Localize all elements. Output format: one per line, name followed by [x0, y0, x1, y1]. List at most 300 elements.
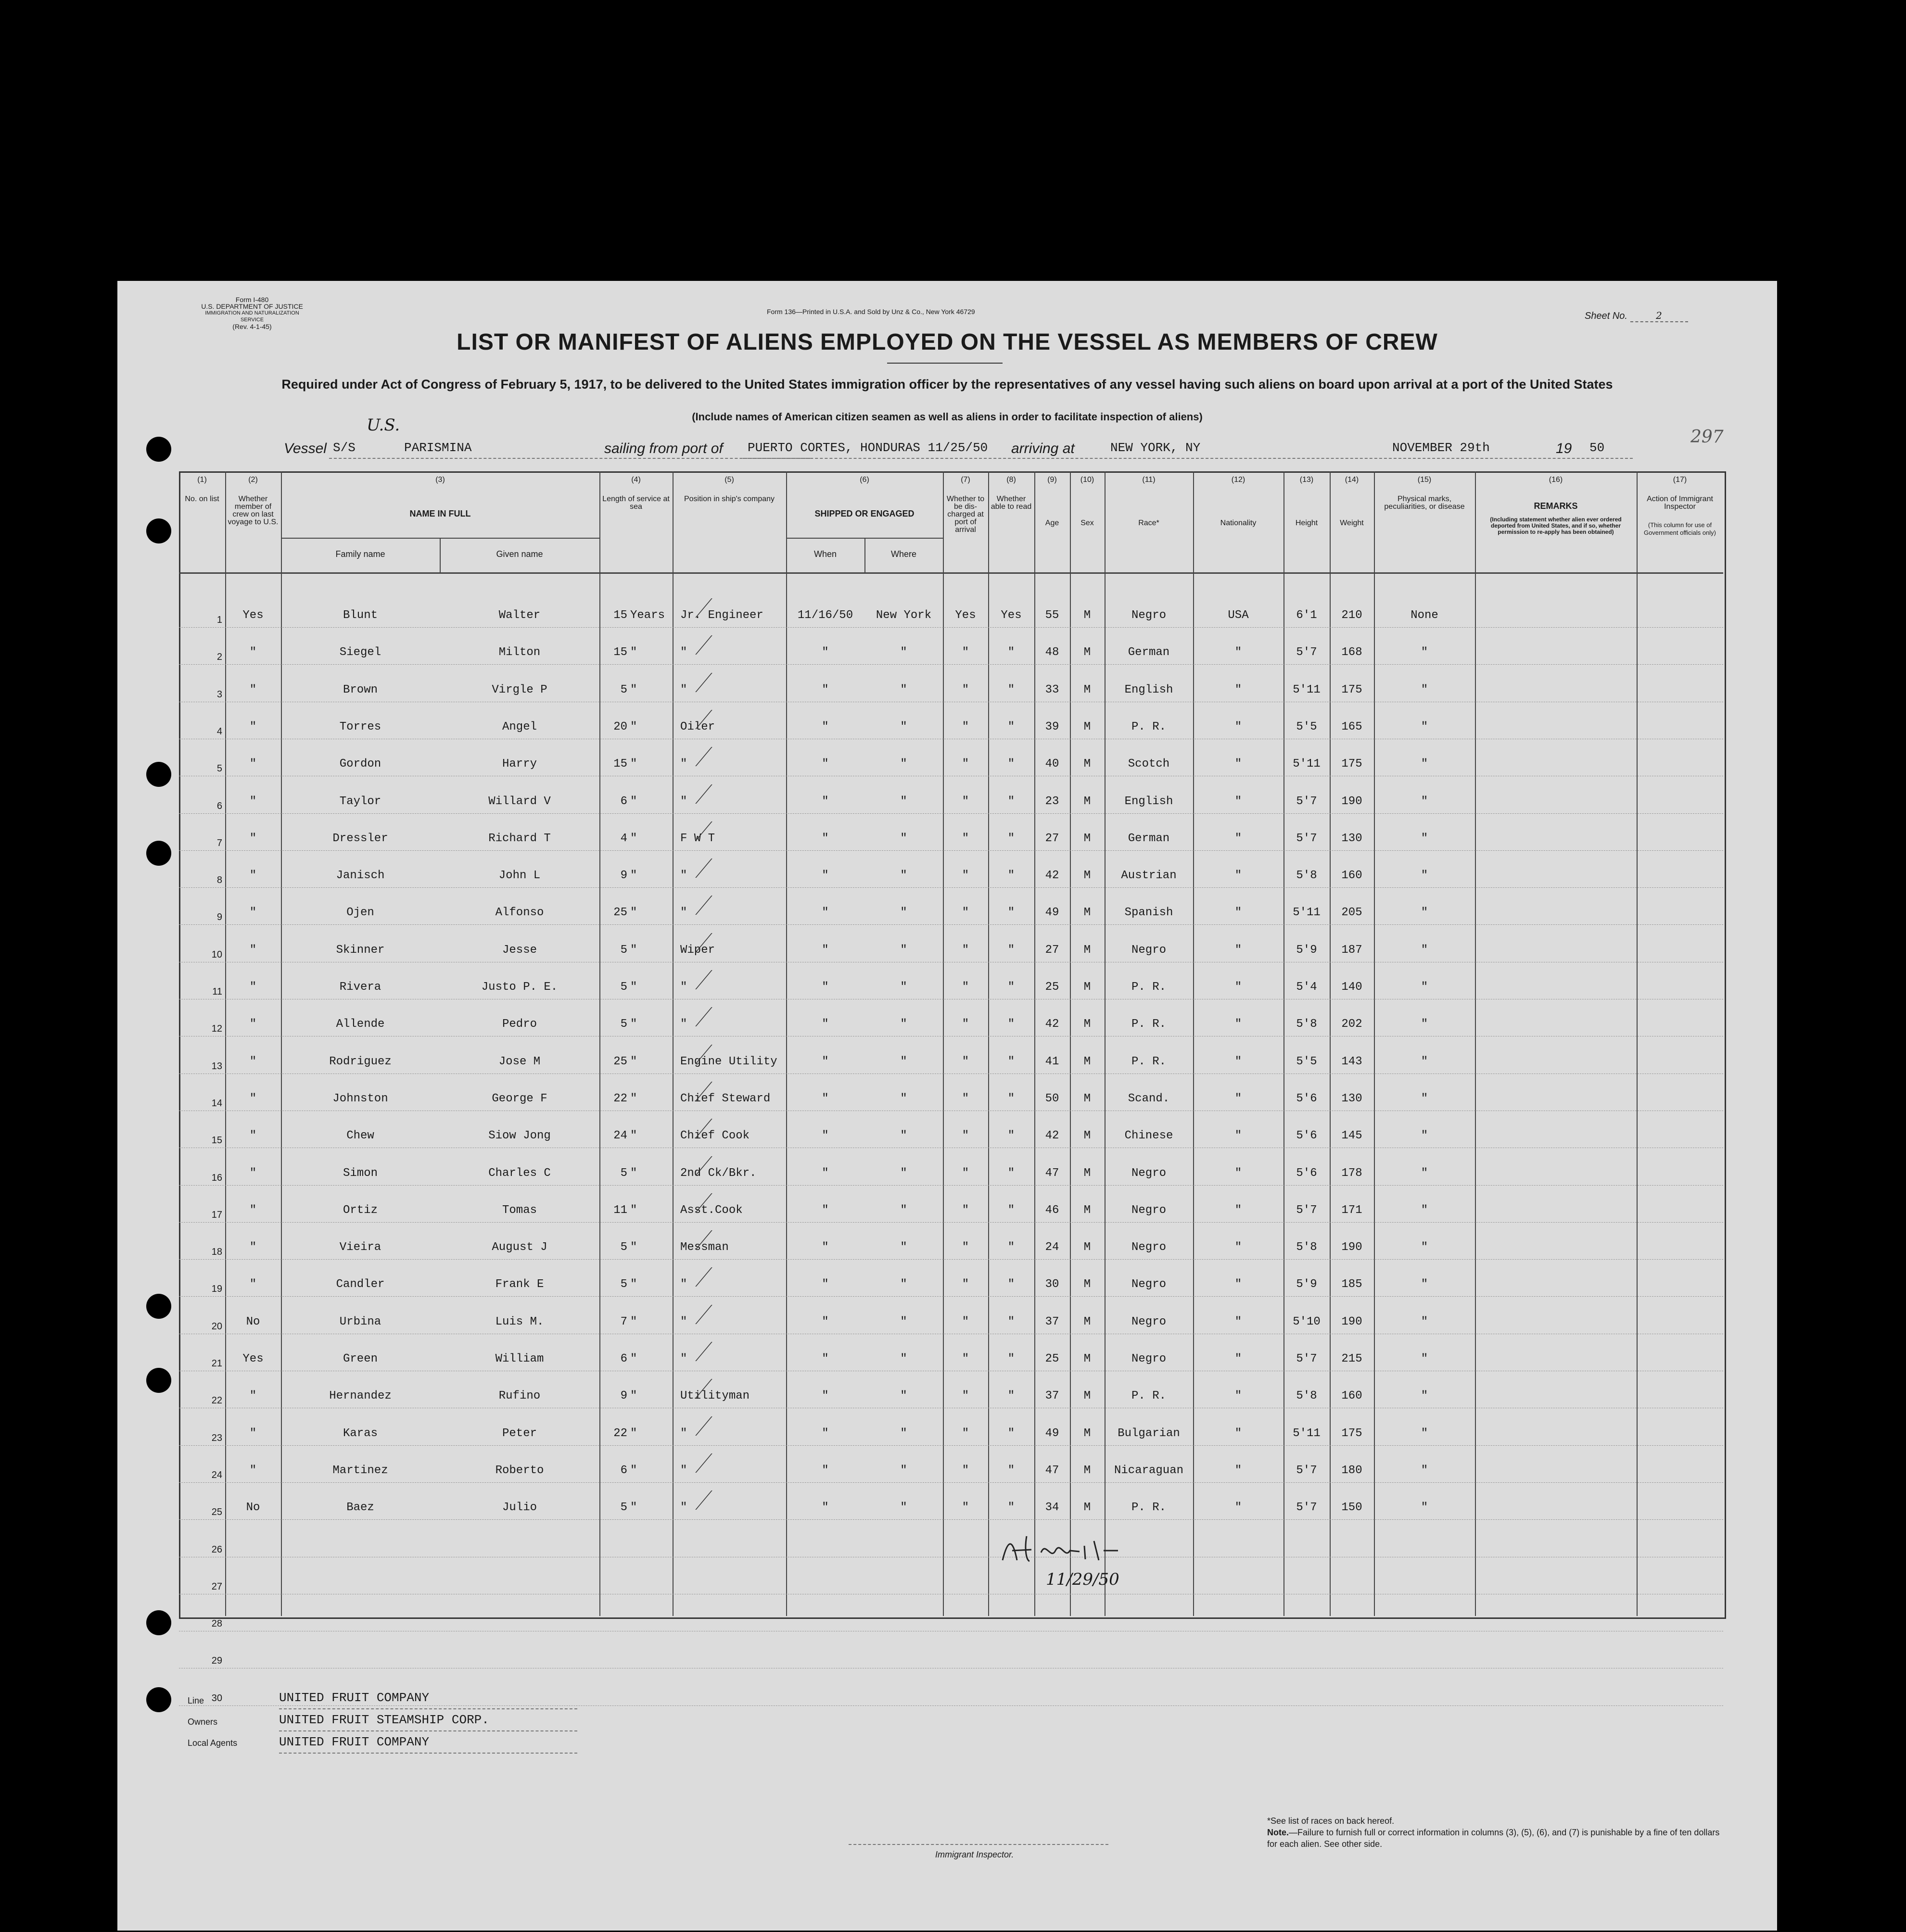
punch-hole [146, 518, 171, 543]
owners-value: UNITED FRUIT STEAMSHIP CORP. [279, 1709, 577, 1731]
cell-read: " [1007, 1018, 1015, 1031]
cell-nat: " [1234, 832, 1242, 845]
cell-race: German [1128, 832, 1170, 845]
cell-dis: " [962, 906, 969, 920]
cell-phys: " [1421, 683, 1428, 696]
cell-nat: " [1234, 1501, 1242, 1515]
cell-fam: Hernandez [329, 1389, 392, 1403]
cell-giv: Tomas [502, 1203, 537, 1217]
column-number: (14) [1345, 476, 1359, 484]
cell-age: 47 [1045, 1166, 1059, 1180]
note-text: —Failure to furnish full or correct information in columns (3), (5), (6), and (7) is punishable by a fine of ten dollars for each alien. See other side. [1267, 1828, 1720, 1849]
cell-where: " [900, 943, 907, 957]
cell-dis: " [962, 646, 969, 659]
cell-giv: Roberto [495, 1464, 544, 1477]
name-subheader-rule [281, 538, 599, 539]
cell-giv: Milton [498, 646, 541, 659]
cell-nat: " [1234, 906, 1242, 920]
cell-age: 48 [1045, 646, 1059, 659]
cell-wt: 210 [1341, 609, 1362, 622]
row-number: 21 [211, 1358, 222, 1369]
cell-fam: Candler [336, 1278, 385, 1291]
punch-hole [146, 1294, 171, 1319]
cell-pos: 2nd Ck/Bkr. [680, 1166, 757, 1180]
cell-where: " [900, 906, 907, 920]
cell-giv: Rufino [498, 1389, 541, 1403]
cell-read: " [1007, 758, 1015, 771]
cell-age: 39 [1045, 720, 1059, 733]
cell-svc: 5 [620, 1241, 627, 1254]
cell-wt: 215 [1341, 1352, 1362, 1365]
row-number: 13 [211, 1061, 222, 1072]
cell-pos: " [680, 1278, 687, 1291]
column-number: (12) [1231, 476, 1245, 484]
cell-dis: " [962, 1092, 969, 1105]
cell-wt: 171 [1341, 1203, 1362, 1217]
cell-sex: M [1083, 1352, 1091, 1365]
cell-read: " [1007, 1166, 1015, 1180]
cell-fam: Siegel [339, 646, 381, 659]
row-number: 16 [211, 1172, 222, 1183]
cell-sex: M [1083, 1278, 1091, 1291]
cell-when: " [822, 869, 829, 883]
sailing-label: sailing from port of [604, 441, 723, 456]
cell-when: " [822, 1018, 829, 1031]
cell-age: 42 [1045, 1018, 1059, 1031]
arrival-date: NOVEMBER 29th [1392, 441, 1490, 455]
cell-age: 50 [1045, 1092, 1059, 1105]
cell-pos: Engine Utility [680, 1055, 777, 1068]
cell-nat: " [1234, 1278, 1242, 1291]
cell-pos: " [680, 1501, 687, 1515]
cell-wt: 190 [1341, 795, 1362, 808]
cell-m: " [249, 758, 257, 771]
cell-where: " [900, 981, 907, 994]
column-divider [1475, 471, 1476, 1616]
cell-unit: " [630, 1166, 637, 1180]
cell-fam: Gordon [339, 758, 381, 771]
column-header-8: Whether able to read [991, 495, 1032, 511]
column-header-17: Action of Immigrant Inspector [1647, 495, 1713, 511]
cell-race: Negro [1131, 943, 1166, 957]
cell-m: " [249, 869, 257, 883]
cell-read: " [1007, 1315, 1015, 1328]
row-number: 26 [211, 1544, 222, 1555]
cell-m: " [249, 1389, 257, 1403]
column-number: (15) [1417, 476, 1432, 484]
cell-race: English [1124, 795, 1173, 808]
cell-sex: M [1083, 1501, 1091, 1515]
cell-read: " [1007, 869, 1015, 883]
cell-when: " [822, 1241, 829, 1254]
cell-giv: Peter [502, 1427, 537, 1440]
cell-ht: 5'8 [1296, 1389, 1317, 1403]
cell-nat: " [1234, 1464, 1242, 1477]
owners-label: Owners [188, 1717, 218, 1727]
cell-when: " [822, 981, 829, 994]
row-number: 10 [211, 949, 222, 960]
column-number: (2) [248, 476, 258, 484]
cell-where: " [900, 795, 907, 808]
manifest-sheet [117, 281, 1777, 1931]
cell-dis: " [962, 869, 969, 883]
cell-phys: " [1421, 981, 1428, 994]
cell-phys: " [1421, 1241, 1428, 1254]
cell-where: " [900, 1018, 907, 1031]
cell-phys: " [1421, 906, 1428, 920]
cell-wt: 140 [1341, 981, 1362, 994]
cell-when: " [822, 1352, 829, 1365]
cell-dis: " [962, 1464, 969, 1477]
cell-fam: Baez [346, 1501, 374, 1515]
cell-race: Austrian [1121, 869, 1177, 883]
cell-age: 23 [1045, 795, 1059, 808]
column-number: (7) [961, 476, 970, 484]
vessel-name: PARISMINA [404, 441, 472, 455]
cell-pos: Messman [680, 1241, 729, 1254]
form-id-block [194, 296, 310, 330]
cell-giv: Angel [502, 720, 537, 733]
cell-dis: " [962, 758, 969, 771]
cell-read: " [1007, 1389, 1015, 1403]
cell-m: " [249, 795, 257, 808]
cell-sex: M [1083, 1129, 1091, 1143]
column-divider [281, 471, 282, 1616]
cell-svc: 5 [620, 683, 627, 696]
cell-svc: 6 [620, 795, 627, 808]
vessel-label: Vessel [284, 441, 327, 456]
cell-giv: Justo P. E. [481, 981, 558, 994]
cell-pos: " [680, 1427, 687, 1440]
inspector-label: Immigrant Inspector. [935, 1850, 1014, 1859]
cell-fam: Karas [343, 1427, 378, 1440]
cell-svc: 7 [620, 1315, 627, 1328]
column-divider [786, 471, 787, 1616]
form-id: Form I-480 [235, 296, 269, 303]
cell-wt: 165 [1341, 720, 1362, 733]
cell-m: " [249, 1427, 257, 1440]
cell-where: " [900, 720, 907, 733]
cell-sex: M [1083, 758, 1091, 771]
cell-sex: M [1083, 609, 1091, 622]
column-number: (17) [1673, 476, 1687, 484]
cell-when: " [822, 795, 829, 808]
row-rule [179, 1222, 1723, 1223]
cell-unit: " [630, 1315, 637, 1328]
signature-mark [998, 1531, 1123, 1570]
row-rule [179, 1445, 1723, 1446]
cell-fam: Brown [343, 683, 378, 696]
cell-fam: Martinez [332, 1464, 388, 1477]
cell-where: " [900, 1315, 907, 1328]
column-number: (11) [1142, 476, 1156, 484]
cell-race: Scotch [1128, 758, 1170, 771]
cell-age: 27 [1045, 943, 1059, 957]
cell-race: P. R. [1131, 1055, 1166, 1068]
cell-when: " [822, 1129, 829, 1143]
cell-wt: 130 [1341, 832, 1362, 845]
cell-m: " [249, 1241, 257, 1254]
column-number: (10) [1080, 476, 1094, 484]
sheet-no-label: Sheet No. [1585, 311, 1627, 321]
cell-svc: 24 [613, 1129, 627, 1143]
cell-dis: " [962, 1352, 969, 1365]
cell-pos: " [680, 1464, 687, 1477]
cell-nat: " [1234, 758, 1242, 771]
column-header-12: Nationality [1220, 519, 1257, 527]
row-number: 20 [211, 1321, 222, 1332]
cell-ht: 5'11 [1293, 906, 1321, 920]
cell-when: " [822, 1166, 829, 1180]
cell-sex: M [1083, 1018, 1091, 1031]
cell-giv: August J [492, 1241, 547, 1254]
cell-pos: Asst.Cook [680, 1203, 743, 1217]
cell-phys: " [1421, 943, 1428, 957]
cell-where: " [900, 1501, 907, 1515]
cell-unit: " [630, 1203, 637, 1217]
cell-sex: M [1083, 1464, 1091, 1477]
shipped-subheader-rule [786, 538, 943, 539]
column-header-2: Whether member of crew on last voyage to U.S. [228, 495, 279, 526]
cell-phys: " [1421, 1166, 1428, 1180]
cell-svc: 9 [620, 869, 627, 883]
row-rule [179, 1185, 1723, 1186]
cell-wt: 190 [1341, 1241, 1362, 1254]
cell-pos: Chief Steward [680, 1092, 771, 1105]
cell-wt: 145 [1341, 1129, 1362, 1143]
cell-m: Yes [242, 609, 264, 622]
cell-race: Negro [1131, 1315, 1166, 1328]
cell-read: " [1007, 981, 1015, 994]
cell-nat: " [1234, 1129, 1242, 1143]
column-number: (1) [197, 476, 207, 484]
cell-fam: Ortiz [343, 1203, 378, 1217]
cell-m: " [249, 683, 257, 696]
cell-ht: 5'8 [1296, 1241, 1317, 1254]
cell-race: P. R. [1131, 720, 1166, 733]
cell-race: Negro [1131, 1352, 1166, 1365]
cell-giv: Siow Jong [488, 1129, 551, 1143]
cell-phys: " [1421, 1315, 1428, 1328]
cell-dis: " [962, 1389, 969, 1403]
cell-dis: " [962, 1278, 969, 1291]
cell-race: German [1128, 646, 1170, 659]
row-number: 1 [216, 615, 222, 625]
cell-sex: M [1083, 1203, 1091, 1217]
cell-ht: 5'7 [1296, 1352, 1317, 1365]
row-number: 24 [211, 1469, 222, 1480]
row-number: 28 [211, 1618, 222, 1629]
cell-nat: " [1234, 1427, 1242, 1440]
cell-race: Scand. [1128, 1092, 1170, 1105]
cell-where: " [900, 1203, 907, 1217]
cell-ht: 5'7 [1296, 646, 1317, 659]
column-divider [1283, 471, 1284, 1616]
inspector-note: (This column for use of Government officials only) [1643, 521, 1716, 536]
cell-phys: " [1421, 1464, 1428, 1477]
cell-read: Yes [1001, 609, 1022, 622]
cell-where: " [900, 1464, 907, 1477]
cell-ht: 5'5 [1296, 1055, 1317, 1068]
cell-age: 42 [1045, 869, 1059, 883]
subheader-where: Where [890, 549, 916, 559]
cell-read: " [1007, 720, 1015, 733]
races-note: *See list of races on back hereof. [1267, 1816, 1395, 1826]
cell-wt: 175 [1341, 1427, 1362, 1440]
punch-hole [146, 1610, 171, 1635]
cell-where: " [900, 683, 907, 696]
cell-m: " [249, 943, 257, 957]
cell-wt: 205 [1341, 906, 1362, 920]
cell-giv: Charles C [488, 1166, 551, 1180]
column-number: (9) [1047, 476, 1057, 484]
cell-sex: M [1083, 1389, 1091, 1403]
column-header-11: Race* [1138, 519, 1159, 527]
cell-where: " [900, 1092, 907, 1105]
column-divider [1374, 471, 1375, 1616]
cell-pos: " [680, 758, 687, 771]
cell-ht: 5'4 [1296, 981, 1317, 994]
cell-nat: " [1234, 1203, 1242, 1217]
cell-age: 25 [1045, 981, 1059, 994]
sheet-number: 2 [1630, 310, 1688, 322]
cell-unit: " [630, 832, 637, 845]
cell-nat: " [1234, 1092, 1242, 1105]
cell-m: " [249, 832, 257, 845]
row-number: 4 [216, 726, 222, 737]
cell-m: No [246, 1315, 260, 1328]
cell-fam: Urbina [339, 1315, 381, 1328]
cell-nat: " [1234, 1055, 1242, 1068]
cell-fam: Simon [343, 1166, 378, 1180]
arrival-port: NEW YORK, NY [1110, 441, 1201, 455]
row-number: 7 [216, 837, 222, 848]
agents-label: Local Agents [188, 1738, 238, 1748]
header-bottom-rule [179, 572, 1723, 574]
cell-pos: " [680, 795, 687, 808]
cell-wt: 175 [1341, 683, 1362, 696]
cell-nat: USA [1228, 609, 1249, 622]
row-rule [179, 1482, 1723, 1483]
punch-hole [146, 437, 171, 462]
cell-nat: " [1234, 981, 1242, 994]
row-number: 8 [216, 875, 222, 886]
column-number: (4) [631, 476, 641, 484]
cell-read: " [1007, 1092, 1015, 1105]
cell-sex: M [1083, 1092, 1091, 1105]
cell-svc: 5 [620, 1278, 627, 1291]
vessel-hand-prefix: U.S. [367, 416, 400, 435]
stamp-number: 297 [1690, 427, 1724, 447]
cell-svc: 5 [620, 943, 627, 957]
column-header-3: NAME IN FULL [409, 509, 471, 518]
cell-sex: M [1083, 795, 1091, 808]
cell-sex: M [1083, 981, 1091, 994]
cell-dis: " [962, 1055, 969, 1068]
cell-svc: 22 [613, 1092, 627, 1105]
cell-race: Chinese [1124, 1129, 1173, 1143]
row-number: 3 [216, 689, 222, 700]
cell-m: " [249, 1278, 257, 1291]
cell-nat: " [1234, 1241, 1242, 1254]
punch-hole [146, 841, 171, 866]
row-rule [179, 627, 1723, 628]
row-rule [179, 1519, 1723, 1520]
cell-dis: " [962, 1129, 969, 1143]
cell-wt: 202 [1341, 1018, 1362, 1031]
cell-race: P. R. [1131, 1501, 1166, 1515]
cell-ht: 6'1 [1296, 609, 1317, 622]
cell-where: " [900, 1352, 907, 1365]
cell-where: " [900, 832, 907, 845]
cell-unit: " [630, 683, 637, 696]
cell-wt: 175 [1341, 758, 1362, 771]
cell-sex: M [1083, 1427, 1091, 1440]
cell-pos: " [680, 646, 687, 659]
column-divider [943, 471, 944, 1616]
cell-phys: " [1421, 720, 1428, 733]
cell-svc: 25 [613, 1055, 627, 1068]
row-number: 9 [216, 912, 222, 923]
punch-hole [146, 1368, 171, 1393]
cell-wt: 187 [1341, 943, 1362, 957]
row-rule [179, 813, 1723, 814]
cell-sex: M [1083, 832, 1091, 845]
cell-fam: Torres [339, 720, 381, 733]
cell-dis: " [962, 683, 969, 696]
cell-when: " [822, 1464, 829, 1477]
cell-unit: " [630, 1389, 637, 1403]
row-number: 22 [211, 1395, 222, 1406]
cell-race: Negro [1131, 1203, 1166, 1217]
cell-race: Negro [1131, 1278, 1166, 1291]
cell-dis: " [962, 1166, 969, 1180]
column-divider [1193, 471, 1194, 1616]
crew-table [179, 471, 1726, 1619]
cell-giv: Jose M [498, 1055, 541, 1068]
cell-phys: " [1421, 646, 1428, 659]
row-number: 14 [211, 1098, 222, 1109]
cell-svc: 5 [620, 981, 627, 994]
cell-unit: " [630, 1464, 637, 1477]
cell-nat: " [1234, 1389, 1242, 1403]
cell-dis: Yes [955, 609, 976, 622]
punch-hole [146, 1687, 171, 1712]
cell-dis: " [962, 1018, 969, 1031]
cell-svc: 11 [613, 1203, 627, 1217]
cell-phys: " [1421, 1203, 1428, 1217]
cell-unit: " [630, 1092, 637, 1105]
cell-unit: " [630, 906, 637, 920]
cell-read: " [1007, 832, 1015, 845]
row-number: 18 [211, 1247, 222, 1258]
cell-read: " [1007, 1278, 1015, 1291]
cell-when: " [822, 832, 829, 845]
column-header-15: Physical marks, peculiarities, or disease [1384, 495, 1465, 511]
cell-phys: " [1421, 1427, 1428, 1440]
cell-giv: Frank E [495, 1278, 544, 1291]
cell-giv: George F [492, 1092, 547, 1105]
cell-giv: Walter [498, 609, 541, 622]
cell-age: 30 [1045, 1278, 1059, 1291]
cell-nat: " [1234, 943, 1242, 957]
cell-dis: " [962, 1241, 969, 1254]
cell-m: " [249, 646, 257, 659]
cell-unit: " [630, 1278, 637, 1291]
cell-dis: " [962, 1315, 969, 1328]
cell-where: " [900, 869, 907, 883]
cell-age: 40 [1045, 758, 1059, 771]
